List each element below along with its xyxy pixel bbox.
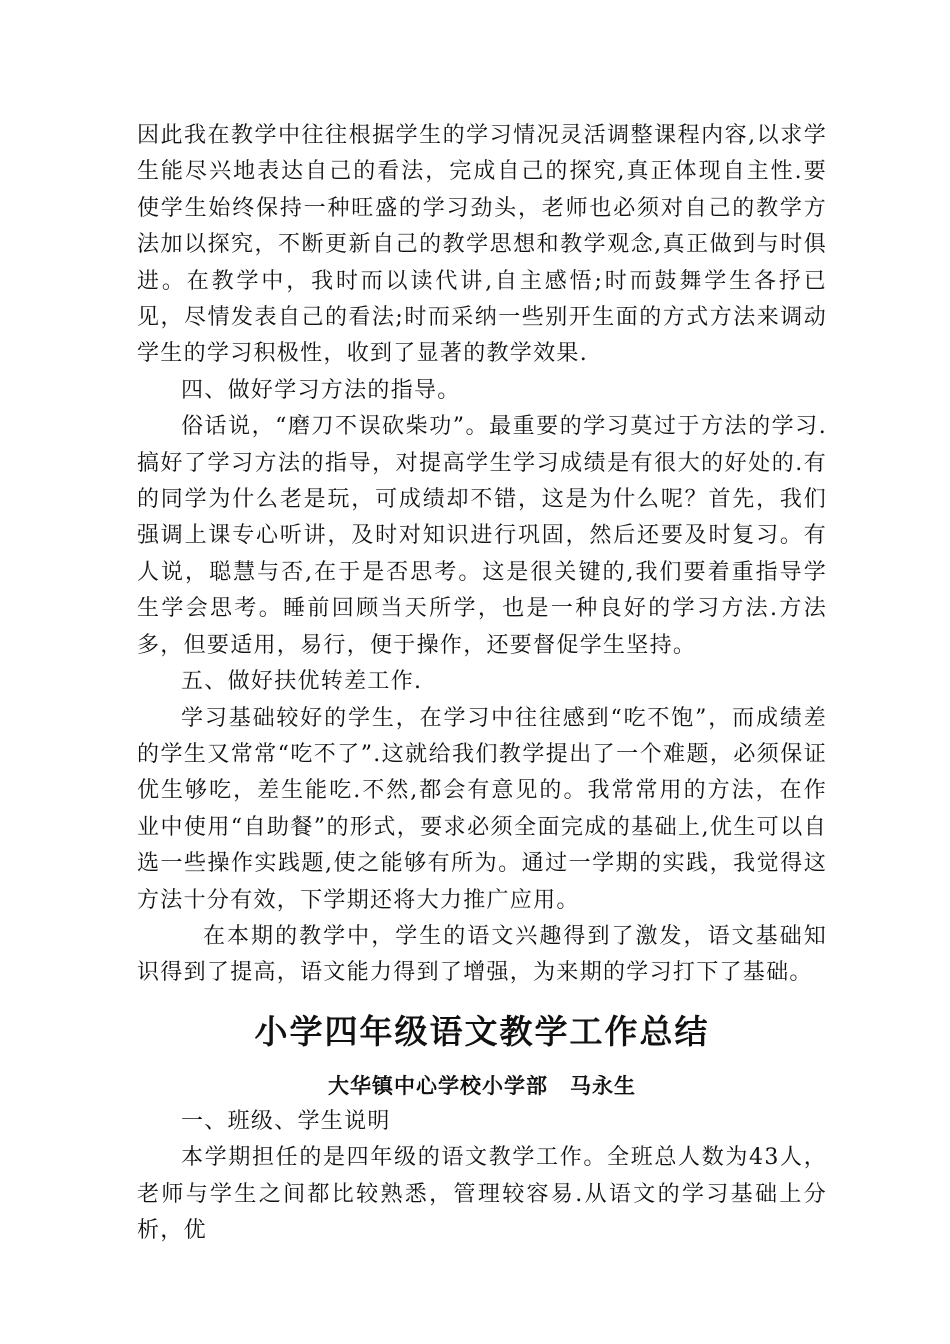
section-heading-class-students: 一、班级、学生说明	[181, 1108, 391, 1134]
paragraph-top-and-weak-students: 学习基础较好的学生，在学习中往往感到“吃不饱”，而成绩差的学生又常常“吃不了”.这就给我们教学提出了一个难题，必须保证优生够吃，差生能吃.不然,都会有意见的。我常常用的方法，在作业中使用“自助餐”的形式，要求必须全面完成的基础上,优生可以自选一些操作实践题,使之能够有所为。通过一学期的实践，我觉得这方法十分有效，下学期还将大力推广应用。	[137, 705, 827, 913]
paragraph-conclusion: 在本期的教学中，学生的语文兴趣得到了激发，语文基础知识得到了提高，语文能力得到了增强，为来期的学习打下了基础。	[137, 923, 827, 986]
paragraph-teaching-method: 因此我在教学中往往根据学生的学习情况灵活调整课程内容,以求学生能尽兴地表达自己的看法，完成自己的探究,真正体现自主性.要使学生始终保持一种旺盛的学习劲头，老师也必须对自己的教学方法加以探究，不断更新自己的教学思想和教学观念,真正做到与时俱进。在教学中，我时而以读代讲,自主感悟;时而鼓舞学生各抒已见，尽情发表自己的看法;时而采纳一些别开生面的方式方法来调动学生的学习积极性，收到了显著的教学效果.	[137, 123, 827, 367]
paragraph-class-overview: 本学期担任的是四年级的语文教学工作。全班总人数为43人，老师与学生之间都比较熟悉，管理较容易.从语文的学习基础上分析，优	[137, 1145, 827, 1243]
section-heading-top-and-weak-students: 五、做好扶优转差工作.	[181, 669, 423, 695]
section-heading-study-methods: 四、做好学习方法的指导。	[181, 377, 461, 403]
document-page	[137, 118, 827, 1249]
document-author: 大华镇中心学校小学部 马永生	[328, 1073, 636, 1098]
document-title: 小学四年级语文教学工作总结	[254, 1011, 710, 1051]
paragraph-study-methods: 俗话说，“磨刀不误砍柴功”。最重要的学习莫过于方法的学习.搞好了学习方法的指导，对提高学生学习成绩是有很大的好处的.有的同学为什么老是玩，可成绩却不错，这是为什么呢？首先，我们强调上课专心听讲，及时对知识进行巩固，然后还要及时复习。有人说，聪慧与否,在于是否思考。这是很关键的,我们要着重指导学生学会思考。睡前回顾当天所学，也是一种良好的学习方法.方法多，但要适用，易行，便于操作，还要督促学生坚持。	[137, 414, 827, 658]
